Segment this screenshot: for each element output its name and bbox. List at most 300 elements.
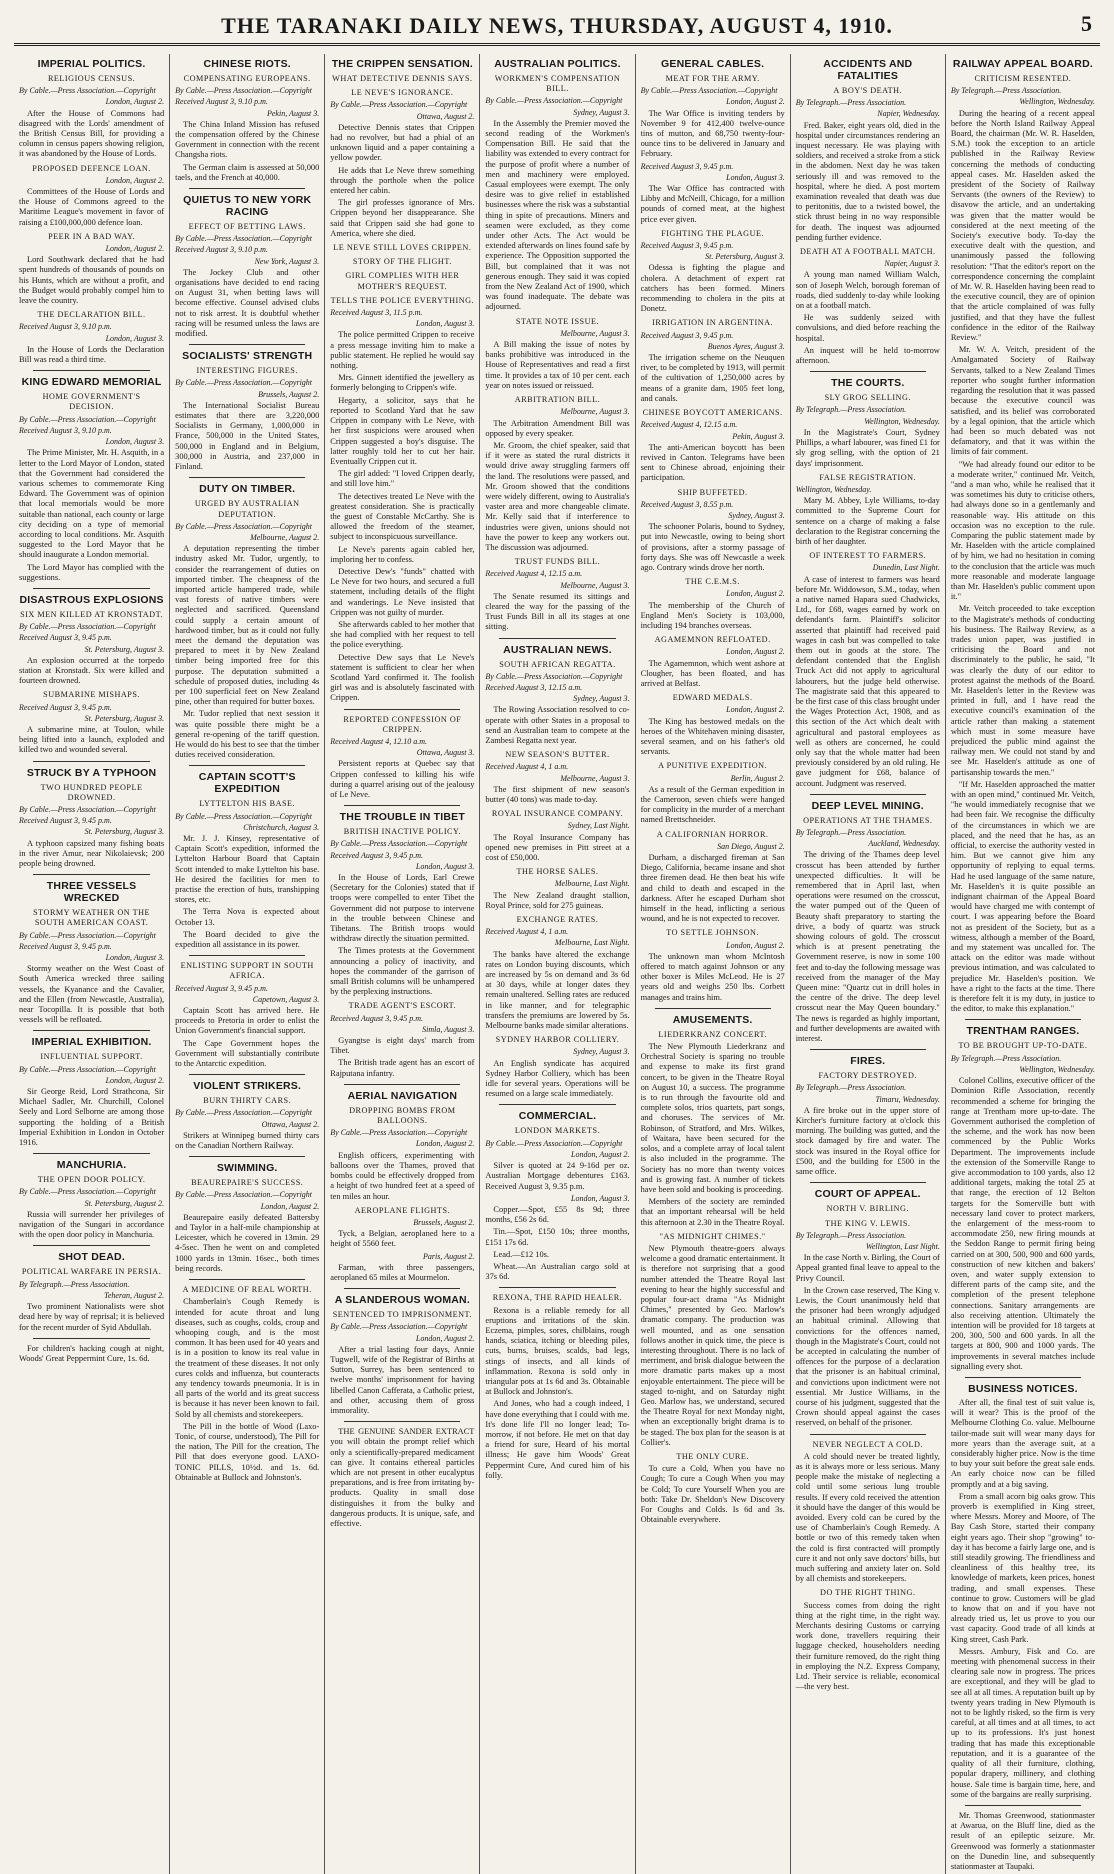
- article-subheading: A CALIFORNIAN HORROR.: [656, 829, 769, 839]
- article-subheading: ARBITRATION BILL.: [514, 395, 601, 405]
- article-subheading: LE NEVE STILL LOVES CRIPPEN.: [333, 243, 472, 253]
- dateline-place: London, August 2.: [726, 97, 785, 107]
- dateline-place: Sydney, August 3.: [573, 694, 630, 704]
- article-subheading: THE DECLARATION BILL.: [37, 310, 146, 320]
- article-headline: CAPTAIN SCOTT'S EXPEDITION: [198, 771, 296, 796]
- dateline-place: Wellington, Wednesday.: [1019, 97, 1095, 107]
- column-rule: [189, 1156, 305, 1157]
- article-subheading: SHIP BUFFETED.: [677, 487, 748, 497]
- article-paragraph: The Jockey Club and other organisations have decided to end racing on August 31, when betting laws will become effective. Counsel advised clubs not to risk arrest. It is doubtful whether racing will be resumed unless the laws are modified.: [175, 267, 320, 339]
- article-subheading: ENLISTING SUPPORT IN SOUTH AFRICA.: [180, 961, 314, 981]
- dateline-place: Simla, August 3.: [422, 1024, 475, 1034]
- column-rule: [189, 1279, 305, 1280]
- article-paragraph: A Bill making the issue of notes by banks prohibitive was introduced in the House of Representatives and read a first time. It provides a tax of 10 per cent. each year on notes issued or reissued.: [485, 340, 630, 390]
- article-paragraph: Detective Dennis states that Crippen had no revolver, but had a phial of an unknown liquid and a paper containing a yellow powder.: [330, 122, 475, 163]
- dateline-place: London, August 2.: [105, 175, 165, 185]
- dateline-place: San Diego, August 2.: [717, 841, 785, 851]
- dateline: By Cable.—Press Association.—Copyright: [19, 622, 156, 632]
- article-paragraph: Tin.—Spot, £150 10s; three months, £151 17s 6d.: [485, 1227, 630, 1247]
- column-2: [169, 54, 324, 1874]
- article-subheading: NEVER NEGLECT A COLD.: [812, 1439, 923, 1449]
- article-subheading: NEW SEASON'S BUTTER.: [505, 750, 610, 760]
- dateline: Received August 4, 12.15 a.m.: [485, 569, 583, 579]
- newspaper-title: THE TARANAKI DAILY NEWS, THURSDAY, AUGUST 4, 1910.: [221, 13, 893, 38]
- article-paragraph: A deputation representing the timber industry asked Mr. Tudor, urgently, to consider the rearrangement of duties on imported timber. The cheapness of the imported article hampered trade, while vast forests of native timbers were neglected and sacrificed. Queensland could supply a certain amount of hardwood timber, but as it could not fully meet the demand the deputation was prepared to meet it by New Zealand timber being imported free for this purpose. The deputation submitted a schedule of proposed duties, including 4s per 100 superficial feet on New Zealand pine, other than required for butter boxes.: [175, 544, 320, 707]
- dateline: By Cable.—Press Association.—Copyright: [175, 378, 313, 388]
- dateline: Received August 3, 9.10 p.m.: [19, 425, 112, 435]
- dateline: By Cable.—Press Association.—Copyright: [330, 1322, 468, 1332]
- dateline-place: London, August 2.: [105, 1075, 165, 1085]
- article-headline: IMPERIAL POLITICS.: [37, 58, 146, 70]
- dateline: Received August 3, 9.10 p.m.: [19, 322, 112, 332]
- article-subheading: NORTH V. BIRLING.: [826, 1204, 909, 1214]
- article-subheading: SUBMARINE MISHAPS.: [43, 690, 140, 700]
- dateline-place: London, August 3.: [415, 319, 475, 329]
- column-rule: [499, 1287, 615, 1288]
- dateline-place: Sydney, August 3.: [573, 107, 630, 117]
- article-subheading: POLITICAL WARFARE IN PERSIA.: [21, 1267, 162, 1277]
- article-headline: THE CRIPPEN SENSATION.: [331, 58, 473, 70]
- article-paragraph: "We had already found our editor to be a moderate writer," continued Mr. Veitch, "and a man who, while he realised that it was sometimes his duty to criticise others, had always done so in a gentlemanly and reasonable way. His attitude on this occasion was no exception to the rule. Comparing the public statement made by Mr. Haselden with the article complained of by him, we had no hesitation in coming to the conclusion that the article was much more reasonable and moderate language than Mr. Haselden's public comment upon it.": [950, 459, 1095, 602]
- article-headline: DISASTROUS EXPLOSIONS: [19, 593, 164, 606]
- dateline-place: Paris, August 2.: [423, 1251, 475, 1261]
- article-paragraph: The German claim is assessed at 50,000 taels, and the French at 40,000.: [175, 162, 320, 182]
- article-paragraph: A fire broke out in the upper store of Kircher's furniture factory at o'clock this morning. The building was gutted, and the stock damaged by fire and water. The stock was insured in the Royal office for £500, and the building for £500 in the same office.: [795, 1105, 940, 1177]
- column-7: [945, 54, 1100, 1874]
- article-paragraph: Tyck, a Belgian, aeroplaned here to a height of 5560 feet.: [330, 1229, 475, 1249]
- column-rule: [189, 1074, 305, 1075]
- article-subheading: STORY OF THE FLIGHT.: [352, 257, 452, 267]
- article-subheading: ROYAL INSURANCE COMPANY.: [491, 809, 624, 819]
- article-paragraph: In the House of Lords, Earl Crewe (Secretary for the Colonies) stated that if troops were compelled to enter Tibet the Government did not purpose to intervene in the trouble between Chinese and Tibetans. The British troops would withdraw directly the situation permitted.: [330, 873, 475, 944]
- article-paragraph: Wheat.—An Australian cargo sold at 37s 6d.: [485, 1261, 630, 1282]
- article-headline: THE TROUBLE IN TIBET: [339, 811, 466, 824]
- article-subheading: TWO HUNDRED PEOPLE DROWNED.: [40, 782, 143, 802]
- column-rule: [189, 477, 305, 478]
- dateline: Received August 3, 9.45 p.m.: [175, 983, 268, 993]
- article-paragraph: From a small acorn big oaks grow. This proverb is exemplified in King street, where Messrs. Morey and Moore, of The Bay Cash Store, started their company eight years ago. Their shop "growing" to-day it has become a fairly large one, and is still steadily growing. The friendliness and cleanliness of this healthy tree, its knowledge of markets, keen prices, honest trading, and small expenses. These continue to grow. Customers will be glad to know that on and if you have not already tried us, let us prove to you our vast capacity. Good trade of all kinds at King street, Cash Park.: [950, 1491, 1095, 1644]
- article-paragraph: The Pill in the bottle of Wood (Laxo-Tonic, of course, understood), The Pill for the nation, The Pill for the creation, The Pill that does everyone good. LAXO-TONIC PILLS, 10½d. and 1s. 6d. Obtainable at Bullock and Johnston's.: [175, 1421, 320, 1482]
- dateline: Received August 3, 8.55 p.m.: [640, 499, 734, 509]
- dateline: By Cable.—Press Association.—Copyright: [485, 671, 623, 681]
- dateline-place: Napier, August 3.: [884, 259, 940, 269]
- article-headline: QUIETUS TO NEW YORK RACING: [183, 194, 312, 219]
- column-rule: [33, 588, 150, 589]
- article-paragraph: New Plymouth theatre-goers always welcome a good dramatic entertainment. It is therefore not surprising that a good number attended the Theatre Royal last evening to hear the highly successful and popular four-act drama "As Midnight Chimes," presented by Geo. Marlow's dramatic company. The production was well mounted, and as one sensation follows another in quick time, the piece is interesting throughout. There is no lack of merriment, and brisk dialogue between the more dramatic parts makes up a most enjoyable entertainment. The piece will be staged to-night, and on Saturday night Geo. Marlow has, we understand, secured the Theatre Royal for next Monday night, when an exceptionally bright drama is to be staged. The box plan for the season is at Collier's.: [640, 1243, 785, 1447]
- article-subheading: INFLUENTIAL SUPPORT.: [40, 1052, 143, 1062]
- column-rule: [499, 1104, 615, 1105]
- column-rule: [344, 1084, 460, 1085]
- dateline: By Cable.—Press Association.—Copyright: [485, 96, 623, 106]
- article-subheading: A PUNITIVE EXPEDITION.: [658, 761, 768, 771]
- article-paragraph: She afterwards cabled to her mother that she had complied with her request to tell the police everything.: [330, 619, 475, 650]
- article-headline: CHINESE RIOTS.: [203, 58, 291, 70]
- article-paragraph: The driving of the Thames deep level crosscut has been attended by further unexpected difficulties. It will be remembered that in April last, when operations were resumed on the crosscut, the water pumped out of the Queen of Beauty shaft preparatory to starting the drive, a body of quartz was struck showing colours of gold. The crosscut which is at present penetrating the Government reserve, is now in some 100 feet and to-day the following message was received from the manager of the May Queen mine: "Quartz cut in drill holes in the centre of the drive. The deep level crosscut near the May Queen boundary." The news is regarded as highly important, and further developments are awaited with interest.: [795, 850, 940, 1044]
- article-paragraph: Lead.—£12 10s.: [493, 1249, 550, 1259]
- column-rule: [189, 765, 305, 766]
- dateline: By Telegraph.—Press Association.: [795, 1083, 907, 1093]
- article-paragraph: The China Inland Mission has refused the compensation offered by the Chinese Government in connection with the recent Changsha riots.: [175, 119, 320, 160]
- dateline: By Cable.—Press Association.—Copyright: [19, 414, 156, 424]
- dateline: By Cable.—Press Association.—Copyright: [330, 839, 468, 849]
- article-paragraph: The membership of the Church of England Men's Society is 103,000, including 194 branches overseas.: [640, 600, 785, 630]
- article-subheading: THE HORSE SALES.: [516, 867, 599, 877]
- dateline-place: Christchurch, August 3.: [243, 822, 320, 832]
- article-headline: FIRES.: [850, 1055, 886, 1068]
- article-paragraph: Persistent reports at Quebec say that Crippen confessed to killing his wife during a quarrel arising out of the jealousy of Le Neve.: [330, 759, 475, 799]
- article-subheading: URGED BY AUSTRALIAN DEPUTATION.: [194, 499, 300, 519]
- column-rule: [810, 1049, 926, 1050]
- dateline: By Cable.—Press Association.—Copyright: [19, 1064, 156, 1074]
- article-subheading: SIX MEN KILLED AT KRONSTADT.: [20, 609, 164, 619]
- column-grid: [14, 54, 1100, 1871]
- article-subheading: SLY GROG SELLING.: [824, 393, 911, 403]
- dateline-place: Wellington, Wednesday.: [1019, 1064, 1095, 1074]
- article-paragraph: The unknown man whom McIntosh offered to match against Johnson or any other boxer is Miles McLeod. He is 27 years old and weighs 250 lbs. Corbett manages and trains him.: [640, 951, 785, 1002]
- article-subheading: REXONA, THE RAPID HEALER.: [492, 1293, 623, 1303]
- dateline: By Telegraph.—Press Association.: [795, 828, 907, 837]
- article-paragraph: The Senate resumed its sittings and cleared the way for the passing of the Trust Funds Bill in all its stages at one sitting.: [485, 591, 630, 632]
- article-subheading: LONDON MARKETS.: [514, 1126, 601, 1136]
- dateline-place: St. Petersburg, August 3.: [84, 644, 165, 654]
- article-paragraph: The anti-American boycott has been revived in Canton. Telegrams have been sent to Chinese abroad, enjoining their participation.: [640, 442, 785, 483]
- dateline-place: London, August 3.: [571, 1193, 630, 1203]
- dateline-place: Melbourne, Last Night.: [554, 938, 630, 948]
- article-paragraph: The Lord Mayor has complied with the suggestions.: [19, 562, 165, 582]
- article-paragraph: English officers, experimenting with balloons over the Thames, proved that bombs could be effectively dropped from a height of two hundred feet at a speed of ten miles an hour.: [330, 1150, 475, 1201]
- dateline-place: Brussels, August 2.: [413, 1217, 475, 1227]
- article-headline: VIOLENT STRIKERS.: [193, 1080, 302, 1093]
- dateline: By Cable.—Press Association.—Copyright: [175, 1190, 313, 1200]
- article-paragraph: As a result of the German expedition in the Cameroon, seven chiefs were hanged for complicity in the murder of a merchant named Brettschneider.: [640, 784, 785, 825]
- dateline: Received August 3, 9.45 p.m.: [640, 161, 734, 171]
- article-paragraph: The Cape Government hopes the Government will substantially contribute to the Antarctic expedition.: [175, 1038, 320, 1069]
- article-paragraph: The girl added: "I loved Crippen dearly, and still love him.": [330, 469, 475, 489]
- article-paragraph: Mr. Veitch proceeded to take exception to the Magistrate's methods of conducting his business. The Railway Review, as a trades union paper, was justified in criticising the Board and not discriminately to the public, he said, "It was clearly the duty of our editor to protest against the methods of the Board. Mr. Haselden's letter in the Review was printed in full, and I have read the executive council's examination of the article rather than making a statement which must in some measure have prejudiced the public mind against the railway men. We could not stand by and see Mr. Haselden's attitude as one of partisanship towards the men.": [950, 604, 1095, 777]
- article-paragraph: Stormy weather on the West Coast of South America wrecked three sailing vessels, the Kyanance and the Cavalier, and the Ellen (from Newcastle, Australia), near Tocopilla. It is possible that both vessels will be refloated.: [19, 964, 165, 1025]
- article-paragraph: Messrs. Ambury, Fisk and Co. are meeting with phenomenal success in their clearing sale now in progress. The prices are exceptional, and they will be glad to see all at all times. A reputation built up by twenty years trading in New Plymouth is not to be lightly risked, so the firm is very careful, at all times and at all times, to act up to its professions. It's just honest trading that has made this exceptionable reputation, and it is a guarantee of the quality of all their furniture, clothing, popular drapery, millinery, and clothing house. Sale time is bargain time, here, and some of the bargains are really surprising.: [950, 1646, 1095, 1799]
- dateline-place: Ottawa, August 3.: [416, 748, 475, 758]
- dateline-place: London, August 2.: [415, 1333, 475, 1343]
- dateline-place: Auckland, Wednesday.: [868, 839, 940, 849]
- article-paragraph: The Arbitration Amendment Bill was opposed by every speaker.: [485, 418, 630, 438]
- dateline-place: St. Petersburg, August 3.: [705, 252, 785, 262]
- dateline: By Cable.—Press Association.—Copyright: [19, 804, 156, 814]
- dateline: Received August 4, 12.15 a.m.: [640, 420, 738, 430]
- dateline: Received August 3, 9.45 p.m.: [640, 241, 734, 251]
- dateline-place: Melbourne, Last Night.: [554, 879, 630, 889]
- dateline: Received August 3, 9.45 p.m.: [640, 330, 734, 340]
- article-headline: KING EDWARD MEMORIAL: [21, 376, 162, 389]
- column-5: [635, 54, 790, 1874]
- article-paragraph: After a trial lasting four days, Annie Tugwell, wife of the Registrar of Births at Sutton, Surrey, has been sentenced to twelve months' imprisonment for having libelled Canon Cafferata, a Catholic priest, and other, accusing them of gross immorality.: [330, 1344, 475, 1415]
- article-paragraph: The police permitted Crippen to receive a press message inviting him to make a public statement. He replied he would say nothing.: [330, 330, 475, 371]
- article-paragraph: Mr. W. A. Veitch, president of the Amalgamated Society of Railway Servants, talked to a New Zealand Times reporter who sought further information regarding the resolution that it was passed because the executive council was satisfied, and its belief was corroborated by a legal opinion, that the article which had been so much debated was not defamatory, and that it was within the limits of fair comment.: [950, 345, 1095, 457]
- article-paragraph: The irrigation scheme on the Neuquen river, to be completed by 1913, will permit of the cultivation of 1,250,000 acres by means of a granite dam, 1905 feet long, and canals.: [640, 353, 785, 403]
- column-rule: [33, 1153, 150, 1154]
- article-subheading: THE C.E.M.S.: [685, 577, 740, 587]
- article-paragraph: He adds that Le Neve threw something through the porthole when the police entered her cabin.: [330, 165, 475, 196]
- dateline-place: Sydney, August 3.: [573, 1047, 630, 1057]
- article-subheading: THE ONLY CURE.: [676, 1451, 749, 1461]
- dateline-place: London, August 2.: [105, 97, 165, 107]
- column-rule: [810, 794, 926, 795]
- dateline: Received August 4, 1 a.m.: [485, 927, 569, 937]
- dateline-place: Dunedin, Last Night.: [872, 563, 940, 573]
- dateline: Received August 3, 9.45 p.m.: [19, 702, 112, 712]
- article-headline: AERIAL NAVIGATION: [347, 1089, 458, 1102]
- article-subheading: CHINESE BOYCOTT AMERICANS.: [642, 408, 783, 418]
- article-paragraph: Hegarty, a solicitor, says that he reported to Scotland Yard that he saw Crippen in company with Le Neve, with her first suspicions were aroused when Crippen suggested a boy's disguise. The latter roughly told her to cut her hair. Eventually Crippen cut it.: [330, 395, 475, 466]
- article-paragraph: An explosion occurred at the torpedo station at Kronstadt. Six were killed and fourteen drowned.: [19, 655, 165, 686]
- dateline: Received August 3, 9.45 p.m.: [19, 816, 112, 826]
- article-headline: AUSTRALIAN POLITICS.: [494, 58, 621, 70]
- dateline: By Cable.—Press Association.—Copyright: [19, 930, 156, 940]
- article-headline: BUSINESS NOTICES.: [968, 1382, 1078, 1395]
- column-rule: [189, 188, 305, 189]
- article-paragraph: Captain Scott has arrived here. He proceeds to Pretoria in order to enlist the Union Government's financial support.: [175, 1006, 320, 1036]
- dateline: Received August 3, 9.45 p.m.: [330, 850, 423, 860]
- article-paragraph: To cure a Cold, When you have no Cough; To cure a Cough When you may be Cold; To cure Yourself When you are both: Take Dr. Sheldon's New Discovery For Coughs and Colds. Is 6d and 3s. Obtainable everywhere.: [640, 1464, 785, 1525]
- dateline-place: Pekin, August 3.: [266, 108, 320, 118]
- article-paragraph: Fred. Baker, eight years old, died in the hospital under circumstances rendering an inquest necessary. He was playing with soldiers, and received a stroke from a stick in the abdomen. Next day he was taken seriously ill and was removed to the hospital, where he died. A post mortem examination revealed that death was due to peritonitis, due to a twisted bowel, the stick thrust being in no way responsible for death. The inquest was adjourned pending further evidence.: [795, 120, 940, 242]
- dateline: Received August 4, 1 a.m.: [485, 762, 569, 772]
- article-paragraph: Mary M. Abbey, Lyle Williams, to-day committed to the Supreme Court for sentence on a charge of making a false declaration to the Registrar concerning the birth of her daughter.: [795, 496, 940, 546]
- article-paragraph: Durham, a discharged fireman at San Diego, California, became insane and shot three firemen dead. He then beat his wife and child to death and escaped in the darkness. After he escaped Durham shot himself in the head, inflicting a serious wound, and he is not expected to recover.: [640, 853, 785, 924]
- article-paragraph: The first shipment of new season's butter (40 tons) was made to-day.: [485, 784, 630, 804]
- dateline-place: Ottawa, August 2.: [261, 1119, 320, 1129]
- article-paragraph: The King has bestowed medals on the heroes of the Whitehaven mining disaster, several seamen, and on his father's old servants.: [640, 716, 785, 757]
- article-headline: COMMERCIAL.: [518, 1110, 597, 1123]
- article-paragraph: The New Zealand draught stallion, Royal Prince, sold for 275 guineas.: [485, 890, 630, 910]
- article-subheading: IRRIGATION IN ARGENTINA.: [652, 318, 774, 328]
- dateline-place: Melbourne, August 3.: [560, 773, 630, 783]
- column-rule: [33, 1338, 150, 1339]
- article-subheading: SOUTH AFRICAN REGATTA.: [499, 659, 616, 669]
- article-subheading: STORMY WEATHER ON THE SOUTH AMERICAN COAST.: [33, 908, 150, 928]
- article-subheading: BEAUREPAIRE'S SUCCESS.: [191, 1178, 304, 1188]
- dateline-place: St. Petersburg, August 2.: [84, 1198, 165, 1208]
- dateline: Received August 3, 9.10 p.m.: [175, 97, 268, 107]
- article-headline: STRUCK BY A TYPHOON: [26, 766, 157, 779]
- column-rule: [810, 1182, 926, 1183]
- article-paragraph: Rexona is a reliable remedy for all eruptions and irritations of the skin. Eczema, pimples, sores, chilblains, rough hands, sciatica, itching or bleeding piles, cuts, burns, bruises, scalds, bad legs, stings of insects, and all kinds of inflammation. Rexona is sold only in triangular pots at 1s 6d and 3s. Obtainable at Bullock and Johnston's.: [485, 1305, 630, 1397]
- article-subheading: MEAT FOR THE ARMY.: [665, 74, 760, 83]
- dateline: By Cable.—Press Association.—Copyright: [19, 86, 156, 96]
- article-paragraph: Silver is quoted at 24 9-16d per oz. Australian Mortgage debentures £163. Received August 3, 9.35 p.m.: [485, 1161, 630, 1191]
- article-paragraph: After the House of Commons had disagreed with the Lords' amendment of the British Census Bill, for providing a column in census papers showing religion, it was abandoned by the House of Lords.: [19, 108, 165, 159]
- article-subheading: TRADE AGENT'S ESCORT.: [348, 1001, 457, 1011]
- dateline: By Cable.—Press Association.—Copyright: [175, 86, 313, 96]
- dateline-place: Melbourne, August 3.: [560, 328, 630, 338]
- article-paragraph: Le Neve's parents again cabled her, imploring her to confess.: [330, 544, 475, 564]
- article-headline: AUSTRALIAN NEWS.: [503, 643, 612, 656]
- dateline-place: Sydney, August 3.: [728, 510, 785, 520]
- dateline: By Telegraph.—Press Association.: [950, 86, 1062, 96]
- column-rule: [655, 1008, 771, 1009]
- article-paragraph: In the Assembly the Premier moved the second reading of the Workmen's Compensation Bill. He said that the liability was extended to every contract for the purpose of profit where a number of men and machinery were employed. Casual employees were exempt. The only desire was to give relief in established businesses where the risk was a substantial thing in spite of precautions. Miners and seamen were excluded, as they come under other Acts. The Act would be extended afterwards on lines found safe by experience. The Opposition supported the Bill, but complained that it was not generous enough. They said it was copied from the New Zealand Act of 1900, which was found inadequate. The debate was adjourned.: [485, 118, 630, 312]
- article-subheading: INTERESTING FIGURES.: [196, 366, 298, 376]
- article-paragraph: Beaurepaire easily defeated Battersby and Taylor in a half-mile championship at Leicester, which he covered in 13min. 29 4-5sec. Then he went on and completed 1000 yards in 13min. 16sec., both times being records.: [175, 1212, 320, 1273]
- dateline: By Cable.—Press Association.—Copyright: [175, 1108, 313, 1118]
- article-subheading: DEATH AT A FOOTBALL MATCH.: [799, 247, 936, 257]
- article-paragraph: In the Magistrate's Court, Sydney Phillips, a wharf labourer, was fined £1 for sly grog selling, with the option of 21 days' imprisonment.: [795, 427, 940, 468]
- article-subheading: HOME GOVERNMENT'S DECISION.: [42, 392, 141, 412]
- article-paragraph: The Agamemnon, which went ashore at Clougher, has been floated, and has arrived at Belfast.: [640, 658, 785, 688]
- article-subheading: EDWARD MEDALS.: [672, 693, 753, 703]
- column-rule: [33, 761, 150, 762]
- article-paragraph: In the case North v. Birling, the Court of Appeal granted final leave to appeal to the Privy Council.: [795, 1253, 940, 1283]
- article-paragraph: The Times protests at the Government announcing a policy of inactivity, and hopes the commander of the garrison of small British columns will be unhampered by the perplexing instructions.: [330, 946, 475, 997]
- article-subheading: PROPOSED DEFENCE LOAN.: [32, 163, 151, 173]
- dateline: By Cable.—Press Association.—Copyright: [175, 811, 313, 821]
- article-paragraph: Strikers at Winnipeg burned thirty cars on the Canadian Northern Railway.: [175, 1130, 320, 1151]
- dateline-place: London, August 3.: [105, 333, 165, 343]
- article-paragraph: The International Socialist Bureau estimates that there are 3,220,000 Socialists in Germany, 1,000,000 in France, 500,000 in the United States, 500,000 in England and in Belgium, 300,000 in Austria, and 237,000 in Finland.: [175, 400, 320, 472]
- article-paragraph: In the Crown case reserved, The King v. Lewis, the Court unanimously held that the prisoner had been wrongly adjudged an habitual criminal. Allowing that convictions for the offences named, though in the Magistrate's Court, could not be accepted in calculating the number of offences for the purpose of a declaration that the prisoner is an habitual criminal, and convictions upon indictment were not essential. Mr Justice Williams, in the course of his judgment, suggested that the Crown should appeal against the cases reserved, on behalf of the prisoner.: [795, 1285, 940, 1428]
- article-paragraph: And Jones, who had a cough indeed, I have done everything that I could with me. It's done life I'll no longer lead; To-morrow, if not before. He met on that day a friend for sure, Heard of his mortal illness; He gave him Woods' Great Peppermint Cure, And cured him of his folly.: [485, 1399, 630, 1480]
- article-headline: COURT OF APPEAL.: [814, 1188, 921, 1201]
- article-paragraph: Farman, with three passengers, aeroplaned 65 miles at Mourmelon.: [330, 1262, 475, 1282]
- article-paragraph: The detectives treated Le Neve with the greatest consideration. She is practically the guest of Constable McCarthy. She is allowed the freedom of the steamer, subject to inconspicuous surveillance.: [330, 491, 475, 542]
- article-paragraph: Mr. Tudor replied that next session it was quite possible there might be a general re-opening of the tariff question. He would do his best to see that the timber duties received consideration.: [175, 709, 320, 760]
- article-subheading: FALSE REGISTRATION.: [819, 472, 917, 482]
- article-paragraph: Mrs. Ginnett identified the jewellery as formerly belonging to Crippen's wife.: [330, 373, 475, 393]
- dateline-place: London, August 3.: [415, 861, 475, 871]
- dateline-place: London, August 2.: [726, 940, 785, 950]
- article-subheading: RELIGIOUS CENSUS.: [47, 74, 136, 83]
- article-subheading: DO THE RIGHT THING.: [820, 1588, 916, 1598]
- dateline-place: Wellington, Last Night.: [865, 1241, 940, 1251]
- article-subheading: REPORTED CONFESSION OF CRIPPEN.: [343, 714, 462, 734]
- page-number: 5: [1081, 11, 1092, 36]
- dateline: Wellington, Wednesday.: [795, 484, 872, 494]
- article-subheading: AGAMEMNON REFLOATED.: [654, 635, 771, 645]
- masthead: [14, 0, 1100, 46]
- article-paragraph: Odessa is fighting the plague and cholera. A detachment of expert rat catchers has been formed. Miners recommending to cholera in the pits at Donetz.: [640, 263, 785, 314]
- article-headline: THE COURTS.: [831, 377, 905, 390]
- column-rule: [344, 1421, 460, 1422]
- dateline: By Telegraph.—Press Association.: [795, 405, 907, 415]
- article-subheading: PEER IN A BAD WAY.: [48, 231, 135, 241]
- dateline: Received August 3, 9.45 p.m.: [330, 1013, 423, 1023]
- article-paragraph: Mr. Groom, the chief speaker, said that if it were as stated the rural districts it would drive away struggling farmers off the land. The resolutions were passed, and Mr. Groom showed that the conditions were widely different, owing to Australia's vaster area and more changeable climate. Mr. Kelly said that if interference to industries were given, unions should not have the power to keep any workers out. The discussion was adjourned.: [485, 440, 630, 552]
- article-subheading: DROPPING BOMBS FROM BALLOONS.: [349, 1105, 456, 1126]
- dateline: By Cable.—Press Association.—Copyright: [175, 234, 313, 244]
- dateline-place: London, August 2.: [415, 1139, 475, 1149]
- dateline-place: Capetown, August 3.: [252, 994, 320, 1004]
- article-headline: GENERAL CABLES.: [661, 58, 765, 70]
- dateline-place: Pekin, August 3.: [732, 431, 785, 441]
- dateline-place: New York, August 3.: [254, 256, 320, 266]
- column-rule: [33, 370, 150, 371]
- dateline-place: Buenos Ayres, August 3.: [707, 341, 785, 351]
- article-headline: IMPERIAL EXHIBITION.: [31, 1036, 152, 1049]
- article-subheading: OPERATIONS AT THE THAMES.: [803, 815, 933, 825]
- article-paragraph: The schooner Polaris, bound to Sydney, put into Newcastle, owing to being short of provisions, after a stormy passage of forty days. She was off Newcastle a week ago. Contrary winds drove her north.: [640, 522, 785, 572]
- article-subheading: EXCHANGE RATES.: [516, 915, 599, 925]
- column-rule: [810, 1434, 926, 1435]
- article-paragraph: During the hearing of a recent appeal before the North Island Railway Appeal Board, the chairman (Mr. W. R. Haselden, S.M.) took the exception to an article published in the Railway Review concerning the methods of conducting appeal cases. Mr. Haselden asked the president of the Society of Railway Servants (the owners of the Review) to disavow the article, and an undertaking was given that the matter would be considered at the next meeting of the Society's executive body. To-day the executive dealt with the question, and unanimously passed the following resolution: "That the editor's report on the correspondence concerning the complaint of Mr. W. R. Haselden having been read to the executive council, they are of opinion that the article complained of was fully justified, and that they have the fullest confidence in the editor of the Railway Review.": [950, 108, 1095, 343]
- article-headline: A SLANDEROUS WOMAN.: [334, 1294, 470, 1307]
- column-rule: [965, 1377, 1081, 1378]
- dateline-place: Melbourne, August 3.: [560, 407, 630, 417]
- article-subheading: COMPENSATING EUROPEANS.: [183, 74, 311, 83]
- article-paragraph: He was suddenly seized with convulsions, and died before reaching the hospital.: [795, 313, 940, 343]
- article-paragraph: Mr. J. J. Kinsey, representative of Captain Scott's expedition, informed the Lyttelton Harbour Board that Captain Scott intended to make Lyttelton his base. He desired the facilities for men to practise the erection of huts, transhipping stores, etc.: [175, 833, 320, 905]
- article-subheading: OF INTEREST TO FARMERS.: [809, 551, 927, 561]
- article-paragraph: Sir George Reid, Lord Strathcona, Sir Michael Sadler, Mr. Churchill, Colonel Seely and Lord Selborne are among those supporting the holding of a British Imperial Exhibition in London in October 1916.: [19, 1087, 165, 1148]
- dateline-place: Timaru, Wednesday.: [875, 1094, 940, 1104]
- dateline-place: Melbourne, August 2.: [250, 532, 320, 542]
- article-paragraph: A young man named William Walch, son of Joseph Welch, borough foreman of roads, died suddenly to-day while looking on at a football match.: [795, 270, 940, 311]
- article-paragraph: The Royal Insurance Company has opened new premises in Pitt street at a cost of £50,000.: [485, 832, 630, 863]
- article-paragraph: The War Office is inviting tenders by November 9 for 412,400 twelve-ounce tins of mutton, and 68,750 twenty-four-ounce tins to be delivered in January and February.: [640, 108, 785, 159]
- article-paragraph: The banks have altered the exchange rates on London buying discounts, which are increased by 5s on demand and 3s 6d at 30 days, while at longer dates they remain unaltered. Selling rates are reduced in like manner, and for telegraphic transfers the premiums are lowered by 5s. Melbourne banks made similar alterations.: [485, 949, 630, 1031]
- dateline-place: London, August 2.: [105, 244, 165, 254]
- column-rule: [189, 955, 305, 956]
- dateline-place: London, August 2.: [726, 589, 785, 599]
- dateline: Received August 3, 12.15 a.m.: [485, 682, 583, 692]
- dateline-place: London, August 3.: [105, 437, 165, 447]
- article-paragraph: Committees of the House of Lords and the House of Commons agreed to the Maritime League's movement in favor of raising a £100,000,000 defence loan.: [19, 187, 165, 227]
- article-paragraph: The girl professes ignorance of Mrs. Crippen beyond her disappearance. She said that Crippen said she had gone to America, where she died.: [330, 198, 475, 238]
- article-paragraph: Detective Dew's "funds" chatted with Le Neve for two hours, and secured a full statement, including details of the flight and wanderings. Le Neve insisted that Crippen was not guilty of murder.: [330, 566, 475, 617]
- dateline: By Cable.—Press Association.—Copyright: [640, 86, 778, 96]
- dateline-place: Brussels, August 2.: [258, 389, 320, 399]
- column-6: [790, 54, 945, 1874]
- column-4: [479, 54, 634, 1874]
- dateline-place: St. Petersburg, August 3.: [84, 713, 165, 723]
- article-subheading: A BOY'S DEATH.: [833, 86, 903, 95]
- dateline: By Telegraph.—Press Association.: [795, 1230, 907, 1240]
- article-subheading: LIEDERKRANZ CONCERT.: [658, 1029, 767, 1039]
- article-subheading: THE KING V. LEWIS.: [825, 1218, 911, 1228]
- article-paragraph: Members of the society are reminded that an important rehearsal will be held this afternoon at 2.30 in the Theatre Royal.: [640, 1197, 785, 1227]
- article-subheading: BURN THIRTY CARS.: [203, 1096, 292, 1106]
- article-subheading: BRITISH INACTIVE POLICY.: [343, 827, 461, 837]
- article-paragraph: After all, the final test of suit value is, will it wear? This is the proof of the Melbourne Clothing Co. value. Melbourne tailor-made suit will wear many days for more years than the average suit, at a considerably higher price. Now is the time to buy your suit before the great sale ends. An early choice now can be filled promptly and at a big saving.: [950, 1397, 1095, 1489]
- article-paragraph: The Terra Nova is expected about October 13.: [175, 907, 320, 927]
- dateline: By Telegraph.—Press Association.: [19, 1279, 130, 1289]
- article-subheading: WORKMEN'S COMPENSATION BILL.: [494, 74, 621, 94]
- dateline: By Cable.—Press Association.—Copyright: [19, 1187, 156, 1197]
- column-rule: [499, 638, 615, 639]
- dateline-place: Ottawa, August 2.: [416, 111, 475, 121]
- article-subheading: TRUST FUNDS BILL.: [514, 557, 601, 567]
- dateline-place: Napier, Wednesday.: [877, 109, 940, 119]
- article-paragraph: A submarine mine, at Toulon, while being lifted into a launch, exploded and killed two and wounded several.: [19, 724, 165, 755]
- article-paragraph: "If Mr. Haselden approached the matter with an open mind," continued Mr. Veitch, "he would immediately recognise that we had been fair. We recognise the difficulty of the circumstances in which we are placed, and the need that he has, as an official, to exercise the authority vested in him. But we cannot give him any opportunity of replying to equal terms. Had he used language of the same nature, Mr. Haselden's it is quite possible an indignant chairman of the Appeal Board would have charged me with contempt of court. I was appearing before the Board not as president of the Society, but as a witness, although a member of the Board, and my statement was uncalled for. The attack on the editor was made without previous intimation, and was calculated to prejudice Mr. Haselden's position. We have a right to the facts at the time. There is therefore felt it is my duty, in justice to the editor, to make this explanation.": [950, 779, 1095, 1014]
- article-paragraph: The Rowing Association resolved to co-operate with other States in a proposal to send an Australian team to compete at the Zambesi Regatta next year.: [485, 705, 630, 745]
- column-rule: [33, 1245, 150, 1246]
- article-headline: SOCIALISTS' STRENGTH: [182, 350, 313, 363]
- article-paragraph: Detective Dew says that Le Neve's statement is sufficient to clear her when Scotland Yard confirmed it. The foolish girl was and is absolutely fascinated with Crippen.: [330, 652, 475, 703]
- dateline: By Cable.—Press Association.—Copyright: [175, 521, 313, 531]
- dateline-place: St. Petersburg, August 3.: [84, 827, 165, 837]
- article-headline: AMUSEMENTS.: [672, 1013, 753, 1026]
- article-subheading: TO BE BROUGHT UP-TO-DATE.: [958, 1041, 1088, 1051]
- article-paragraph: A cold should never be treated lightly, as it is always more or less serious. Many people make the mistake of neglecting a cold until some serious lung trouble results. If every cold received the attention it should have the danger of this would be avoided. Every cold can be cured by the use of Chamberlain's Cough Remedy. A bottle or two of this remedy taken when the cold is first contracted will promptly cure it and not only save doctors' bills, but much suffering and anxiety later on. Sold by all chemists and storekeepers.: [795, 1451, 940, 1584]
- article-paragraph: Lord Southwark declared that he had spent hundreds of thousands of pounds on his Hunts, which are without a profit, and the Budget would probably compel him to leave the country.: [19, 255, 165, 306]
- column-rule: [189, 344, 305, 345]
- column-rule: [33, 1030, 150, 1031]
- article-paragraph: The Board decided to give the expedition all assistance in its power.: [175, 929, 320, 950]
- article-paragraph: Colonel Collins, executive officer of the Dominion Rifle Association, recently recommended a scheme for bringing the range at Trentham more up-to-date. The Government authorised the completion of the scheme, and the work has now been commenced by the Public Works Department. The improvements include the extension of the Somerville Range to give accommodation to 100 yards, also 12 additional targets, making the total 25 at that range, the erection of 12 Belton targets for the Somerville butt with necessary land cover to protect markers, the enlargement of the mess-room to accommodate 250, new firing mounds at the Seddon Range to permit firing being carried on at 300, 500, 900 and 600 yards, construction of new kitchen and bakers' oven, and water supply extension to different parts of the camp site, and the completion of the present telephone connections. Sanitary arrangements are also receiving attention. Ultimately the intention will be provided for 18 targets at 200, 300, 500 and 600 yards. In all the targets at 800, 900 and 1000 yards. The improvements in several matches include signalling every shot.: [950, 1076, 1095, 1371]
- dateline: Received August 3, 9.10 p.m.: [175, 245, 268, 255]
- dateline-place: London, August 3.: [726, 172, 785, 182]
- article-subheading: GIRL COMPLIES WITH HER MOTHER'S REQUEST.: [345, 271, 460, 291]
